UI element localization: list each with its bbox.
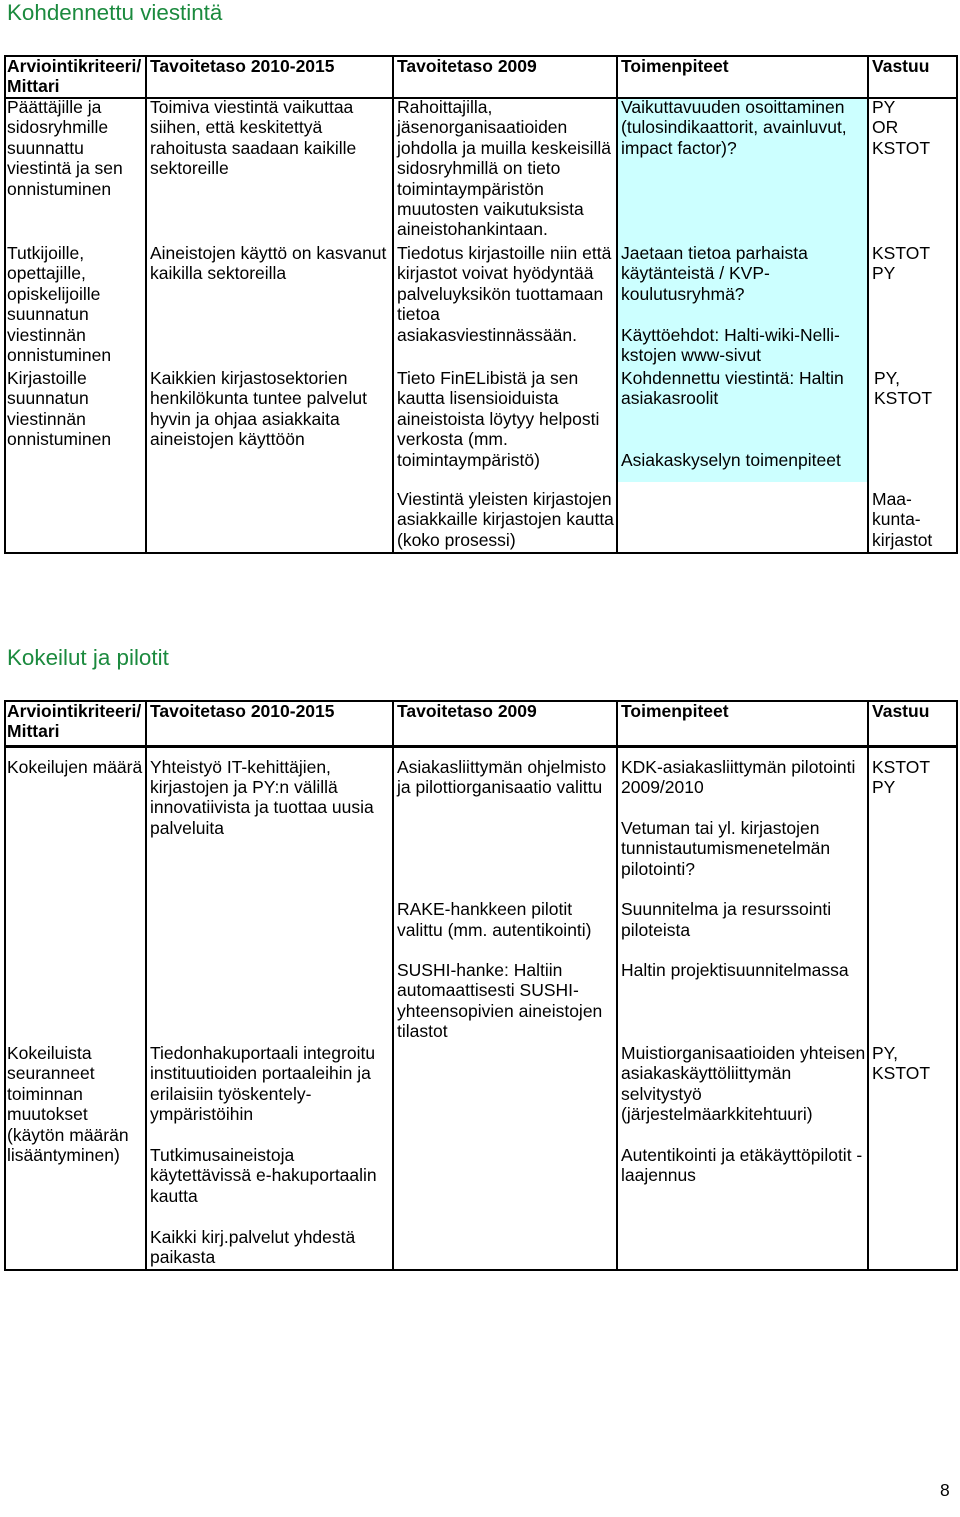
targeted-communication-table (4, 55, 958, 554)
column-divider (145, 700, 147, 1271)
row-target-2010-2015-cell: Kaikkien kirjastosektorien henkilökunta tuntee palvelut hyvin ja ohjaa asiakkaita aineistojen käyttöön (150, 368, 367, 450)
header-divider (4, 745, 958, 748)
row-responsible-cell: PY, KSTOT (872, 1043, 931, 1084)
row-target-2010-2015-cell: Tutkimusaineistoja käytettävissä e-hakuportaalin kautta (150, 1145, 377, 1206)
header-target-2010-2015: Tavoitetaso 2010-2015 (150, 701, 335, 721)
row-actions-cell-secondary: Vetuman tai yl. kirjastojen tunnistautumismenetelmän pilotointi? (621, 817, 831, 879)
row-target-2009-cell: Rahoittajilla, jäsenorganisaatioiden johdolla ja muilla keskeisillä sidosryhmillä on tieto toimintaympäristön muutosten vaikutuksista aineistohankintaan. (397, 97, 611, 240)
row-target-2009-cell: Tiedotus kirjastoille niin että kirjastot voivat hyödyntää palveluyksikön tuottamaan tietoa asiakasviestinnässään. (397, 243, 612, 345)
row-target-2009-cell: SUSHI-hanke: Haltiin automaattisesti SUSHI- yhteensopivien aineistojen tilastot (397, 960, 603, 1042)
page-number: 8 (940, 1480, 950, 1500)
row-responsible-cell: KSTOT PY (872, 243, 931, 284)
row-target-2009-cell: Asiakasliittymän ohjelmisto ja pilottiorganisaatio valittu (397, 756, 607, 797)
row-actions-cell: Haltin projektisuunnitelmassa (621, 960, 849, 980)
column-divider (616, 55, 618, 554)
row-target-2010-2015-cell: Aineistojen käyttö on kasvanut kaikilla sektoreilla (150, 243, 387, 284)
row-target-2010-2015-cell: Toimiva viestintä vaikuttaa siihen, että keskitettyä rahoitusta saadaan kaikille sektoreille (150, 97, 357, 179)
row-criteria-cell: Kokeilujen määrä (7, 756, 143, 777)
column-divider (392, 700, 394, 1271)
section-title-targeted-communication: Kohdennettu viestintä (7, 0, 223, 25)
row-actions-cell: Muistiorganisaatioiden yhteisen asiakaskäyttöliittymän selvitystyö (järjestelmäarkkitehtuuri) (621, 1043, 866, 1125)
column-divider (867, 700, 869, 1271)
row-criteria-cell: Kokeiluista seuranneet toiminnan muutokset (käytön määrän lisääntyminen) (7, 1043, 129, 1166)
column-divider (145, 55, 147, 554)
row-actions-cell: Jaetaan tietoa parhaista käytänteistä / KVP- koulutusryhmä? (621, 243, 808, 304)
row-criteria-cell: Päättäjille ja sidosryhmille suunnattu viestintä ja sen onnistuminen (7, 97, 123, 199)
row-responsible-cell: KSTOT PY (872, 756, 931, 797)
header-responsible: Vastuu (872, 701, 930, 721)
header-actions: Toimenpiteet (621, 701, 729, 721)
header-target-2010-2015: Tavoitetaso 2010-2015 (150, 56, 335, 76)
row-actions-cell: Vaikuttavuuden osoittaminen (tulosindikaattorit, avainluvut, impact factor)? (621, 97, 847, 158)
header-responsible: Vastuu (872, 56, 930, 76)
header-target-2009: Tavoitetaso 2009 (397, 56, 537, 76)
row-target-2010-2015-cell: Tiedonhakuportaali integroitu instituutioiden portaaleihin ja erilaisiin työskentely- ympäristöihin (150, 1043, 376, 1125)
column-divider (616, 700, 618, 1271)
header-criteria: Arviointikriteeri/ Mittari (7, 56, 142, 97)
row-actions-cell-secondary: Asiakaskyselyn toimenpiteet (621, 449, 841, 470)
row-actions-cell-secondary: Käyttöehdot: Halti-wiki-Nelli- kstojen www-sivut (621, 324, 840, 365)
column-divider (867, 55, 869, 554)
row-actions-cell: Suunnitelma ja resurssointi piloteista (621, 899, 832, 940)
header-criteria: Arviointikriteeri/ Mittari (7, 701, 142, 742)
row-responsible-cell: PY, KSTOT (874, 368, 933, 409)
row-criteria-cell: Kirjastoille suunnatun viestinnän onnistuminen (7, 368, 112, 450)
section-title-trials-and-pilots: Kokeilut ja pilotit (7, 645, 169, 670)
row-target-2010-2015-cell: Kaikki kirj.palvelut yhdestä paikasta (150, 1226, 356, 1267)
row-criteria-cell: Tutkijoille, opettajille, opiskelijoille suunnatun viestinnän onnistuminen (7, 243, 112, 366)
row-target-2009-cell: Tieto FinELibistä ja sen kautta lisensioiduista aineistoista löytyy helposti verkosta (mm. toimintaympäristö) (397, 368, 600, 470)
row-target-2009-cell: Viestintä yleisten kirjastojen asiakkaille kirjastojen kautta (koko prosessi) (397, 489, 614, 550)
header-actions: Toimenpiteet (621, 56, 729, 76)
trials-and-pilots-table (4, 700, 958, 1271)
row-actions-cell: Autentikointi ja etäkäyttöpilotit - laajennus (621, 1145, 863, 1186)
row-actions-cell: KDK-asiakasliittymän pilotointi 2009/2010 (621, 756, 856, 797)
row-target-2009-cell: RAKE-hankkeen pilotit valittu (mm. autentikointi) (397, 899, 592, 940)
row-actions-cell: Kohdennettu viestintä: Haltin asiakasroolit (621, 368, 844, 409)
header-target-2009: Tavoitetaso 2009 (397, 701, 537, 721)
column-divider (392, 55, 394, 554)
row-responsible-cell: Maa- kunta- kirjastot (872, 489, 933, 550)
row-target-2010-2015-cell: Yhteistyö IT-kehittäjien, kirjastojen ja PY:n välillä innovatiivista ja tuottaa uusia palveluita (150, 756, 374, 838)
row-responsible-cell: PY OR KSTOT (872, 97, 931, 158)
